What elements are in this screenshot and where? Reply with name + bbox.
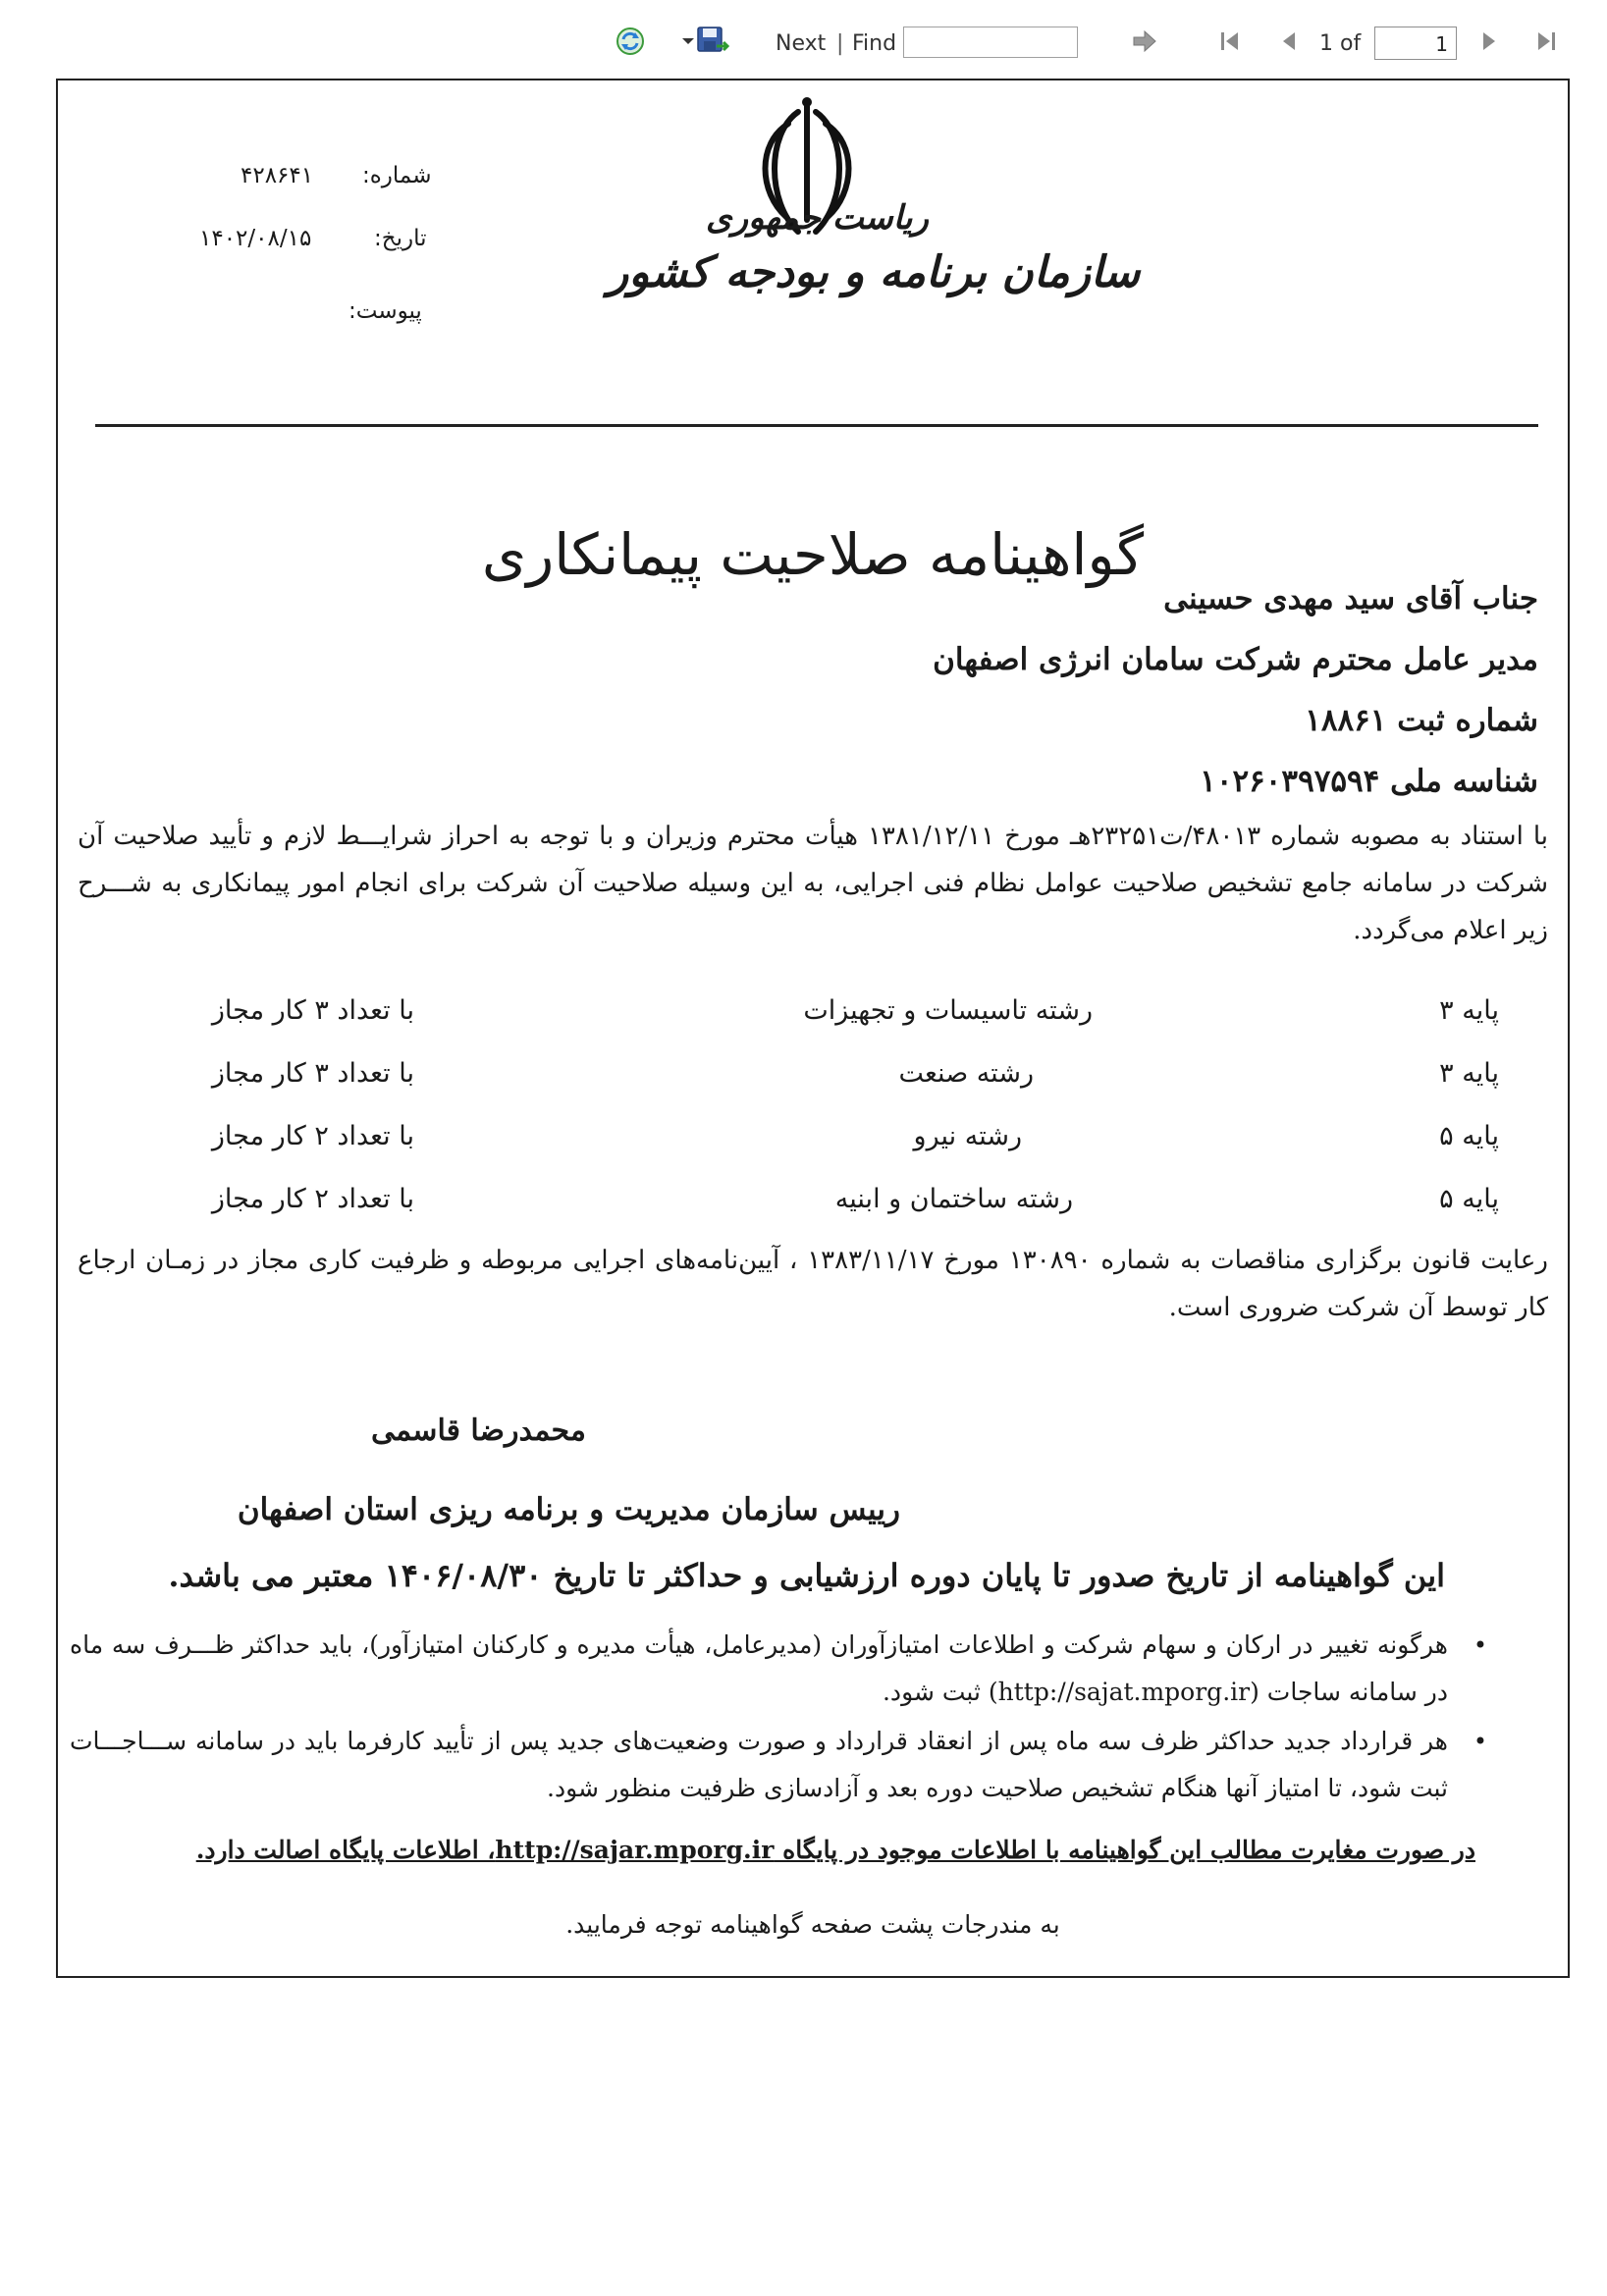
last-page-icon <box>1534 29 1558 53</box>
toolbar-separator: | <box>836 31 844 56</box>
find-input[interactable] <box>903 27 1078 58</box>
save-disk-icon <box>695 25 730 58</box>
grade-count: با تعداد ۳ کار مجاز <box>211 1058 414 1089</box>
refresh-icon <box>615 26 646 57</box>
refresh-button[interactable] <box>613 22 648 61</box>
grade-level: پایه ۳ <box>1439 995 1499 1026</box>
recipient-position: مدیر عامل محترم شرکت سامان انرژی اصفهان <box>933 642 1538 677</box>
back-page-note: به مندرجات پشت صفحه گواهینامه توجه فرمایید. <box>565 1910 1060 1939</box>
grade-row <box>58 1121 1568 1164</box>
discrepancy-note: در صورت مغایرت مطالب این گواهینامه با اطلاعات موجود در پایگاه http://sajar.mporg.ir، اطلاعات پایگاه اصالت دارد. <box>195 1836 1475 1864</box>
national-id: شناسه ملی ۱۰۲۶۰۳۹۷۵۹۴ <box>1200 764 1538 799</box>
grade-row <box>58 995 1568 1039</box>
first-page-button[interactable] <box>1215 22 1245 61</box>
list-item <box>70 1718 1487 1812</box>
grade-field: رشته تاسیسات و تجهیزات <box>803 995 1093 1026</box>
grade-level: پایه ۵ <box>1439 1184 1499 1214</box>
caret-down-icon <box>681 36 695 46</box>
number-label: شماره: <box>362 163 432 188</box>
note-text: هرگونه تغییر در ارکان و سهام شرکت و اطلاعات امتیازآوران (مدیرعامل، هیأت مدیره و کارکنان امتیازآور)، باید حداکثر ظـــرف سه ماه در سامانه ساجات (http://sajat.mporg.ir) ثبت شود. <box>70 1630 1448 1706</box>
grade-count: با تعداد ۲ کار مجاز <box>211 1121 414 1151</box>
org-line-2: سازمان برنامه و بودجه کشور <box>608 247 1141 297</box>
grade-level: پایه ۳ <box>1439 1058 1499 1089</box>
attachment-label: پیوست: <box>348 298 422 324</box>
signatory-name: محمدرضا قاسمی <box>370 1414 586 1448</box>
grade-row <box>58 1058 1568 1101</box>
page-number-input[interactable] <box>1374 27 1457 60</box>
grade-row <box>58 1184 1568 1227</box>
signatory-title: رییس سازمان مدیریت و برنامه ریزی استان اصفهان <box>237 1492 900 1527</box>
previous-page-button[interactable] <box>1274 22 1304 61</box>
date-label: تاریخ: <box>374 226 427 251</box>
notes-list <box>70 1622 1495 1814</box>
page-of-label: 1 of <box>1319 31 1362 56</box>
validity-statement: این گواهینامه از تاریخ صدور تا پایان دوره ارزشیابی و حداکثر تا تاریخ ۱۴۰۶/۰۸/۳۰ معتبر می باشد. <box>168 1557 1445 1594</box>
header-divider <box>95 424 1538 427</box>
grade-field: رشته ساختمان و ابنیه <box>834 1184 1073 1214</box>
recipient-name: جناب آقای سید مهدی حسینی <box>1163 581 1538 616</box>
next-page-button[interactable] <box>1474 22 1504 61</box>
grade-field: رشته صنعت <box>898 1058 1034 1089</box>
grade-count: با تعداد ۲ کار مجاز <box>211 1184 414 1214</box>
number-value: ۴۲۸۶۴۱ <box>241 163 314 188</box>
registration-number: شماره ثبت ۱۸۸۶۱ <box>1305 703 1538 738</box>
date-value: ۱۴۰۲/۰۸/۱۵ <box>199 226 312 251</box>
find-link[interactable]: Find <box>852 31 897 56</box>
next-page-icon <box>1478 29 1500 53</box>
list-item <box>70 1622 1487 1716</box>
bullet-icon: • <box>1473 1631 1487 1659</box>
bullet-icon: • <box>1473 1728 1487 1755</box>
first-page-icon <box>1218 29 1242 53</box>
arrow-right-icon <box>1132 29 1157 53</box>
grade-field: رشته نیرو <box>913 1121 1022 1151</box>
report-viewer-toolbar <box>0 0 1607 75</box>
certificate-document <box>56 79 1570 1978</box>
org-line-1: ریاست جمهوری <box>706 198 929 238</box>
find-go-button[interactable] <box>1129 22 1160 61</box>
note-text: هر قرارداد جدید حداکثر ظرف سه ماه پس از انعقاد قرارداد و صورت وضعیت‌های جدید پس از تأیید کارفرما باید در سامانه ســـاجـــات ثبت شود، تا امتیاز آنها هنگام تشخیص صلاحیت دوره بعد و آزادسازی ظرفیت منظور شود. <box>70 1727 1448 1802</box>
certificate-title: گواهینامه صلاحیت پیمانکاری <box>481 520 1145 588</box>
export-dropdown-button[interactable] <box>673 22 738 61</box>
grade-level: پایه ۵ <box>1439 1121 1499 1151</box>
body-paragraph: با استناد به مصوبه شماره ۴۸۰۱۳/ت۲۳۲۵۱هـ مورخ ۱۳۸۱/۱۲/۱۱ هیأت محترم وزیران و با توجه به احراز شرایـــط لازم و تأیید صلاحیت آن شرکت در سامانه جامع تشخیص صلاحیت عوامل نظام فنی اجرایی، به این وسیله صلاحیت آن شرکت برای انجام امور پیمانکاری به شـــرح زیر اعلام می‌گردد. <box>78 822 1548 945</box>
last-page-button[interactable] <box>1531 22 1561 61</box>
next-link[interactable]: Next <box>776 31 827 56</box>
grade-count: با تعداد ۳ کار مجاز <box>211 995 414 1026</box>
compliance-paragraph: رعایت قانون برگزاری مناقصات به شماره ۱۳۰۸۹۰ مورخ ۱۳۸۳/۱۱/۱۷ ، آیین‌نامه‌های اجرایی مربوطه و ظرفیت کاری مجاز در زمـان ارجاع کار توسط آن شرکت ضروری است. <box>78 1246 1548 1322</box>
previous-page-icon <box>1278 29 1300 53</box>
